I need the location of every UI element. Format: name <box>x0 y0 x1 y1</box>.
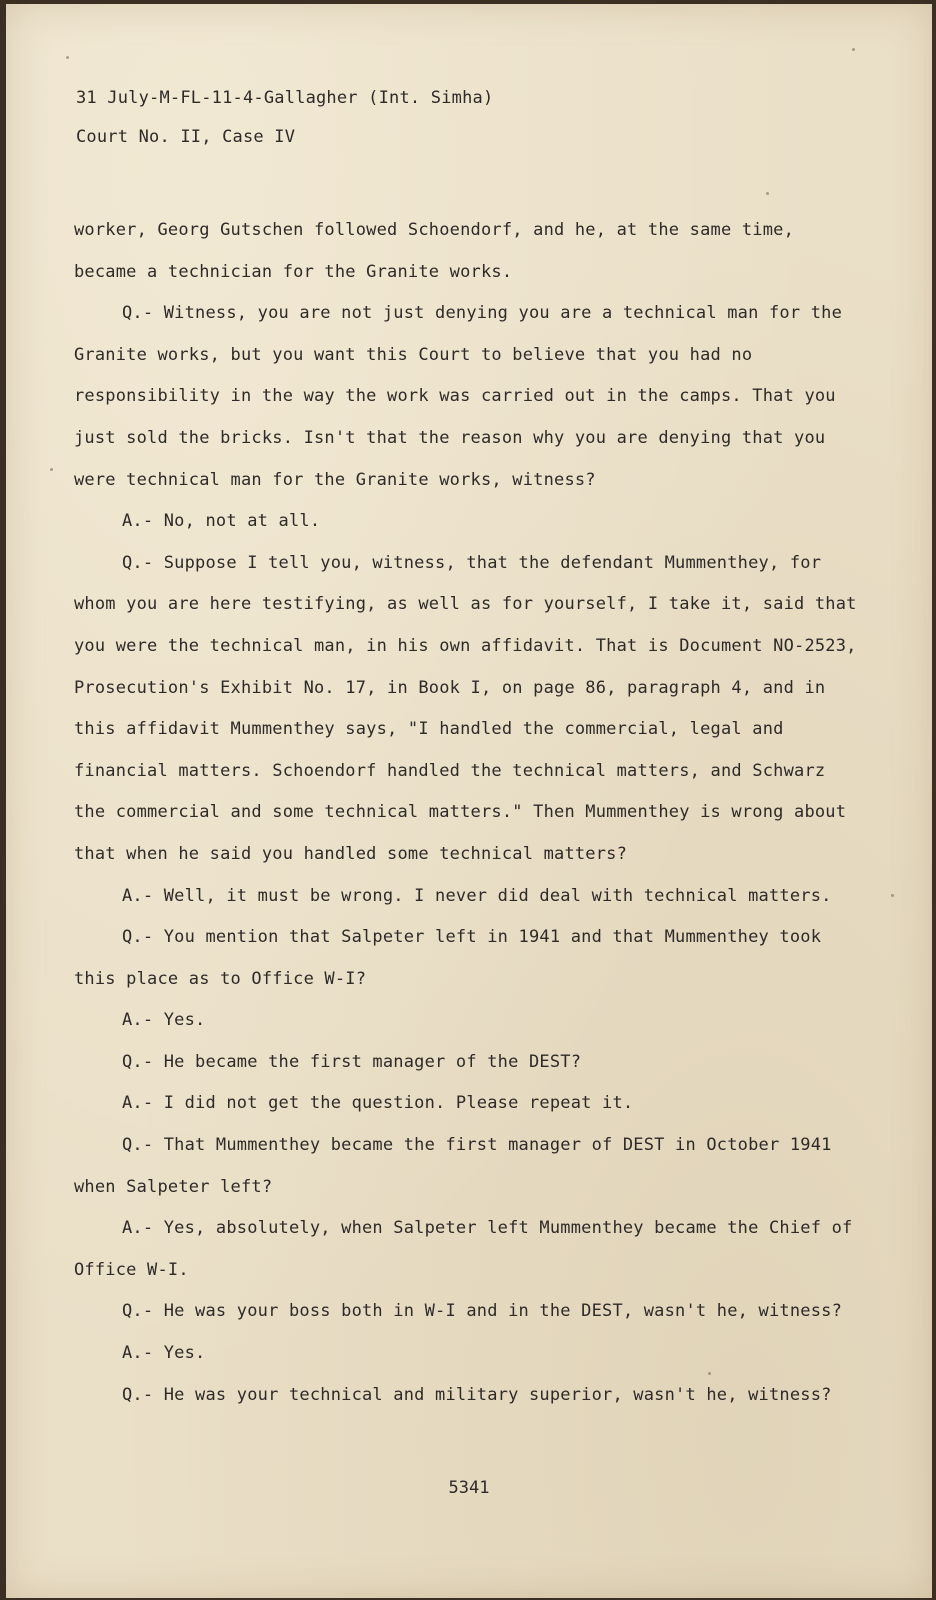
paper-speck <box>708 1372 711 1375</box>
paragraph-question: Q.- Suppose I tell you, witness, that the defendant Mummenthey, for whom you are here testifying, as well as for yourself, I take it, said that you were the technical man, in his own affidavit. That is Document NO-2523, Prosecution's Exhibit No. 17, in Book I, on page 86, paragraph 4, and in this affidavit Mummenthey says, "I handled the commercial, legal and financial matters. Schoendorf handled the technical matters, and Schwarz the commercial and some technical matters." Then Mummenthey is wrong about that when he said you handled some technical matters? <box>74 552 857 864</box>
paragraph-continuation: worker, Georg Gutschen followed Schoendorf, and he, at the same time, became a technician for the Granite works. <box>74 220 795 282</box>
header-court-line: Court No. II, Case IV <box>76 127 296 147</box>
paragraph-answer: A.- No, not at all. <box>122 511 321 532</box>
paper-speck <box>852 48 855 51</box>
paragraph-answer: A.- Well, it must be wrong. I never did deal with technical matters. <box>122 885 832 906</box>
paragraph-answer: A.- Yes, absolutely, when Salpeter left Mummenthey became the Chief of Office W-I. <box>74 1218 853 1280</box>
paragraph-answer: A.- I did not get the question. Please repeat it. <box>122 1093 634 1114</box>
paragraph-answer: A.- Yes. <box>122 1010 206 1031</box>
paper-speck <box>766 192 769 195</box>
transcript-body <box>74 210 864 1416</box>
paper-speck <box>66 56 69 59</box>
paper-speck <box>50 468 53 471</box>
paragraph-question: Q.- He was your boss both in W-I and in the DEST, wasn't he, witness? <box>122 1301 843 1322</box>
document-page <box>6 4 932 1598</box>
paragraph-answer: A.- Yes. <box>122 1343 206 1364</box>
paper-speck <box>891 894 894 897</box>
page-number: 5341 <box>448 1478 490 1498</box>
paragraph-question: Q.- You mention that Salpeter left in 1941 and that Mummenthey took this place as to Office W-I? <box>74 927 822 989</box>
paragraph-question: Q.- He became the first manager of the DEST? <box>122 1051 582 1072</box>
paragraph-question: Q.- He was your technical and military superior, wasn't he, witness? <box>122 1384 832 1405</box>
paragraph-question: Q.- Witness, you are not just denying you are a technical man for the Granite works, but you want this Court to believe that you had no responsibility in the way the work was carried out in the camps. That you just sold the bricks. Isn't that the reason why you are denying that you were technical man for the Granite works, witness? <box>74 303 843 490</box>
paragraph-question: Q.- That Mummenthey became the first manager of DEST in October 1941 when Salpeter left? <box>74 1135 832 1197</box>
header-session-line: 31 July-M-FL-11-4-Gallagher (Int. Simha) <box>76 88 494 108</box>
